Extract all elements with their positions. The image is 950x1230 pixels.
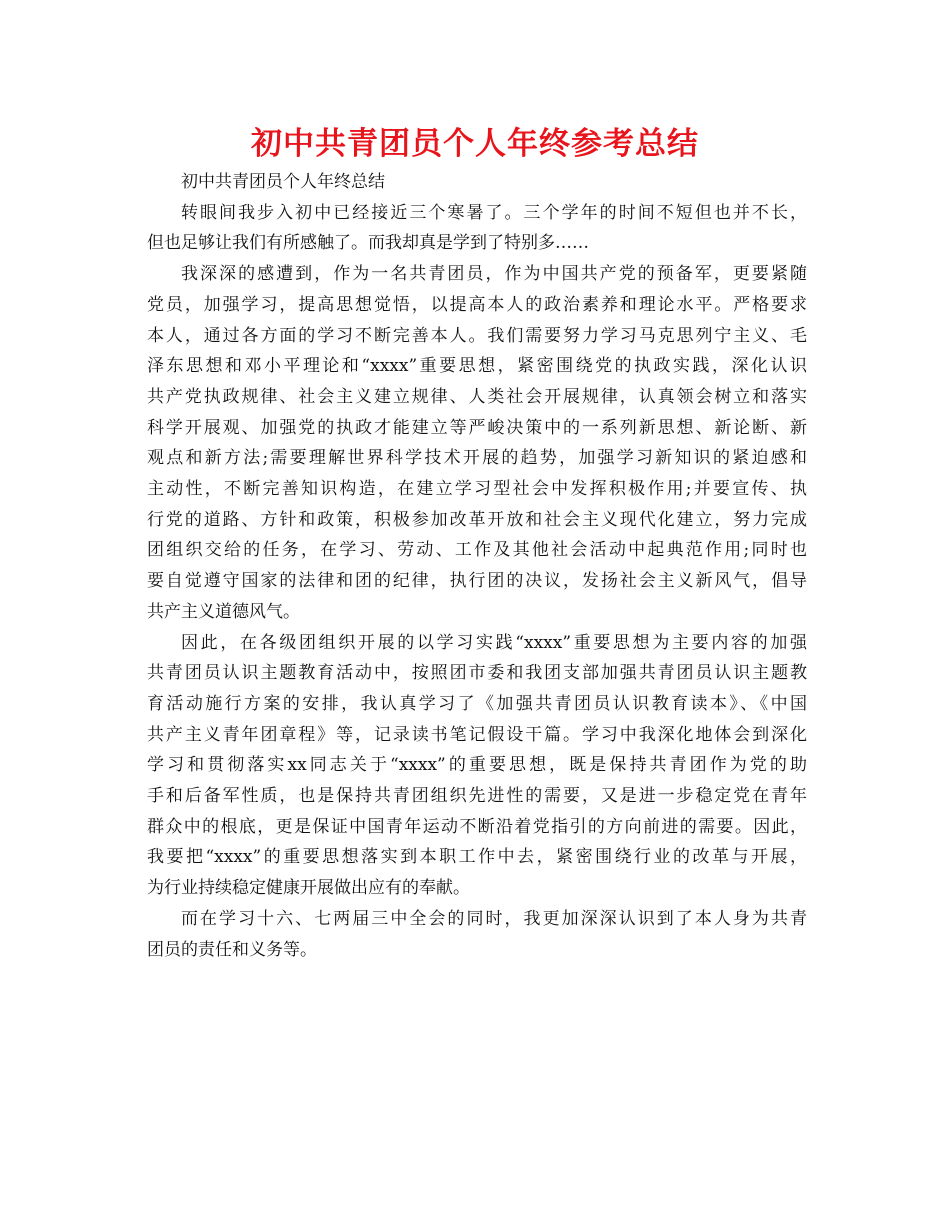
paragraph-line: 共青团员认识主题教育活动中，按照团市委和我团支部加强共青团员认识主题教 (147, 663, 807, 684)
paragraph-line: 共产主义青年团章程》等，记录读书笔记假设干篇。学习中我深化地体会到深化 (147, 724, 807, 745)
paragraph-line: 泽东思想和邓小平理论和“xxxx”重要思想，紧密围绕党的执政实践，深化认识 (147, 356, 807, 377)
paragraph-line: 团组织交给的任务，在学习、劳动、工作及其他社会活动中起典范作用;同时也 (147, 540, 807, 561)
paragraph-line: 主动性，不断完善知识构造，在建立学习型社会中发挥积极作用;并要宣传、执 (147, 479, 807, 500)
paragraph-3 (147, 628, 807, 904)
paragraph-line: 我要把“xxxx”的重要思想落实到本职工作中去，紧密围绕行业的改革与开展， (147, 847, 807, 868)
paragraph-line: 科学开展观、加强党的执政才能建立等严峻决策中的一系列新思想、新论断、新 (147, 417, 807, 438)
paragraph-line: 转眼间我步入初中已经接近三个寒暑了。三个学年的时间不短但也并不长， (181, 202, 807, 223)
document-title: 初中共青团员个人年终参考总结 (251, 126, 699, 162)
document-body (147, 167, 807, 965)
paragraph-line: 共产党执政规律、社会主义建立规律、人类社会开展规律，认真领会树立和落实 (147, 386, 807, 407)
paragraph-line: 手和后备军性质，也是保持共青团组织先进性的需要，又是进一步稳定党在青年 (147, 786, 807, 807)
document-subtitle: 初中共青团员个人年终总结 (181, 172, 385, 192)
paragraph-line: 党员，加强学习，提高思想觉悟，以提高本人的政治素养和理论水平。严格要求 (147, 294, 807, 315)
paragraph-line: 育活动施行方案的安排，我认真学习了《加强共青团员认识教育读本》、《中国 (147, 693, 807, 714)
paragraph-line: 行党的道路、方针和政策，积极参加改革开放和社会主义现代化建立，努力完成 (147, 509, 807, 530)
paragraph-line: 群众中的根底，更是保证中国青年运动不断沿着党指引的方向前进的需要。因此， (147, 816, 807, 837)
paragraph-line: 但也足够让我们有所感触了。而我却真是学到了特别多…… (147, 233, 589, 254)
paragraph-line: 要自觉遵守国家的法律和团的纪律，执行团的决议，发扬社会主义新风气，倡导 (147, 571, 807, 592)
paragraph-line: 而在学习十六、七两届三中全会的同时，我更加深深认识到了本人身为共青 (181, 908, 807, 929)
paragraph-line: 因此，在各级团组织开展的以学习实践“xxxx”重要思想为主要内容的加强 (181, 632, 807, 653)
paragraph-line: 我深深的感遭到，作为一名共青团员，作为中国共产党的预备军，更要紧随 (181, 264, 807, 285)
paragraph-line: 团员的责任和义务等。 (147, 939, 317, 960)
paragraph-line: 本人，通过各方面的学习不断完善本人。我们需要努力学习马克思列宁主义、毛 (147, 325, 807, 346)
paragraph-4 (147, 904, 807, 965)
paragraph-line: 共产主义道德风气。 (147, 601, 300, 622)
paragraph-line: 学习和贯彻落实xx同志关于“xxxx”的重要思想，既是保持共青团作为党的助 (147, 755, 807, 776)
paragraph-line: 观点和新方法;需要理解世界科学技术开展的趋势，加强学习新知识的紧迫感和 (147, 448, 807, 469)
paragraph-2 (147, 259, 807, 627)
paragraph-line: 为行业持续稳定健康开展做出应有的奉献。 (147, 878, 470, 899)
paragraph-1 (147, 198, 807, 259)
